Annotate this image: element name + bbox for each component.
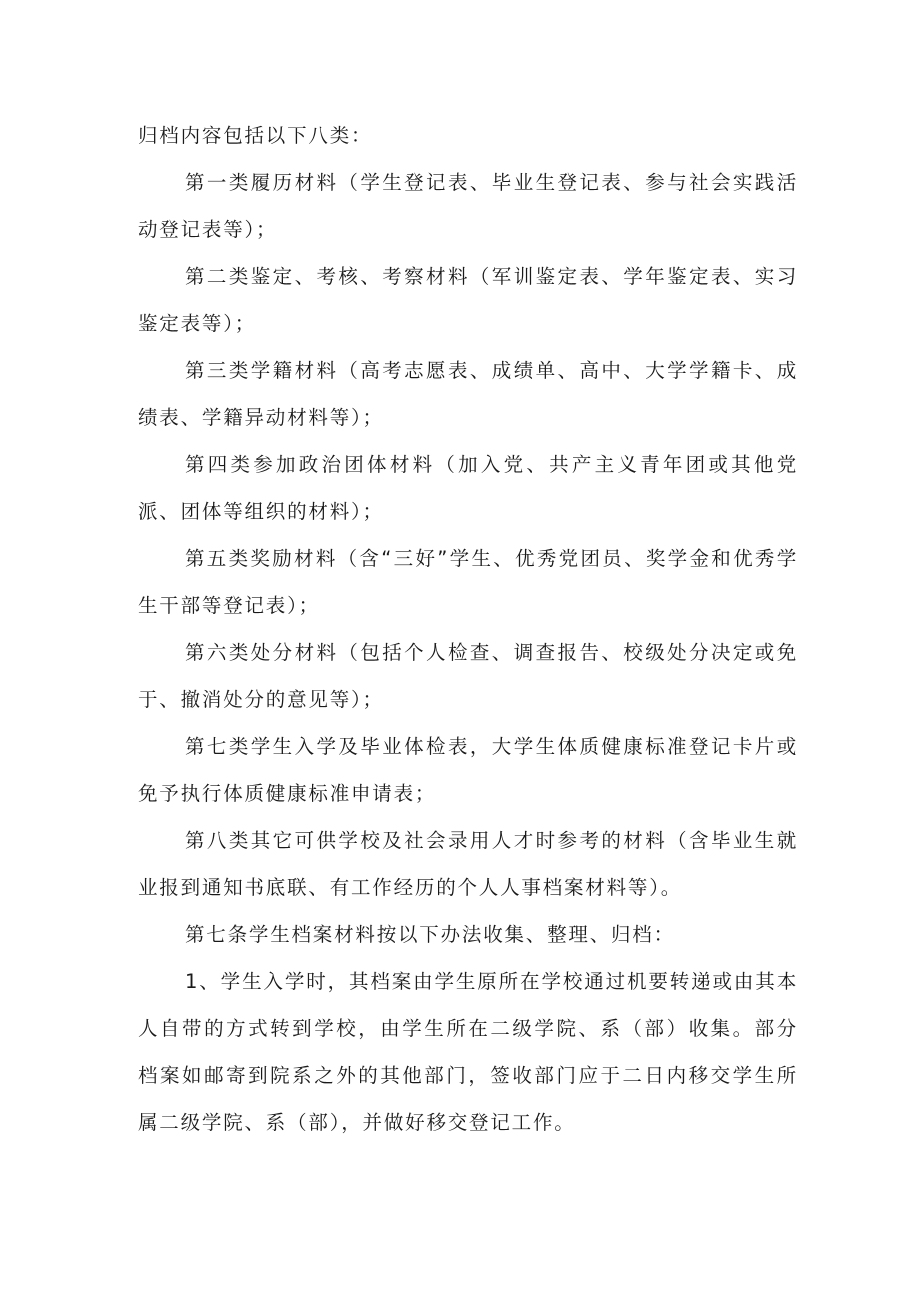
paragraph-article-7-item-1: 1、学生入学时，其档案由学生原所在学校通过机要转递或由其本人自带的方式转到学校，由学生所在二级学院、系（部）收集。部分档案如邮寄到院系之外的其他部门，签收部门应于二日内移交学生所属二级学院、系（部），并做好移交登记工作。 [138,970,798,1134]
paragraph-category-4: 第四类参加政治团体材料（加入党、共产主义青年团或其他党派、团体等组织的材料）； [138,453,798,523]
paragraph-category-8: 第八类其它可供学校及社会录用人才时参考的材料（含毕业生就业报到通知书底联、有工作经历的个人人事档案材料等）。 [138,829,798,899]
paragraph-category-5: 第五类奖励材料（含“三好”学生、优秀党团员、奖学金和优秀学生干部等登记表）； [138,547,798,617]
document-body [138,112,798,1146]
paragraph-category-3: 第三类学籍材料（高考志愿表、成绩单、高中、大学学籍卡、成绩表、学籍异动材料等）； [138,359,798,429]
paragraph-category-1: 第一类履历材料（学生登记表、毕业生登记表、参与社会实践活动登记表等）； [138,171,798,241]
paragraph-category-6: 第六类处分材料（包括个人检查、调查报告、校级处分决定或免于、撤消处分的意见等）； [138,641,798,711]
paragraph-intro: 归档内容包括以下八类： [138,124,373,147]
paragraph-category-2: 第二类鉴定、考核、考察材料（军训鉴定表、学年鉴定表、实习鉴定表等）； [138,265,798,335]
paragraph-category-7: 第七类学生入学及毕业体检表，大学生体质健康标准登记卡片或免予执行体质健康标准申请表； [138,735,798,805]
paragraph-article-7: 第七条学生档案材料按以下办法收集、整理、归档： [185,923,675,946]
